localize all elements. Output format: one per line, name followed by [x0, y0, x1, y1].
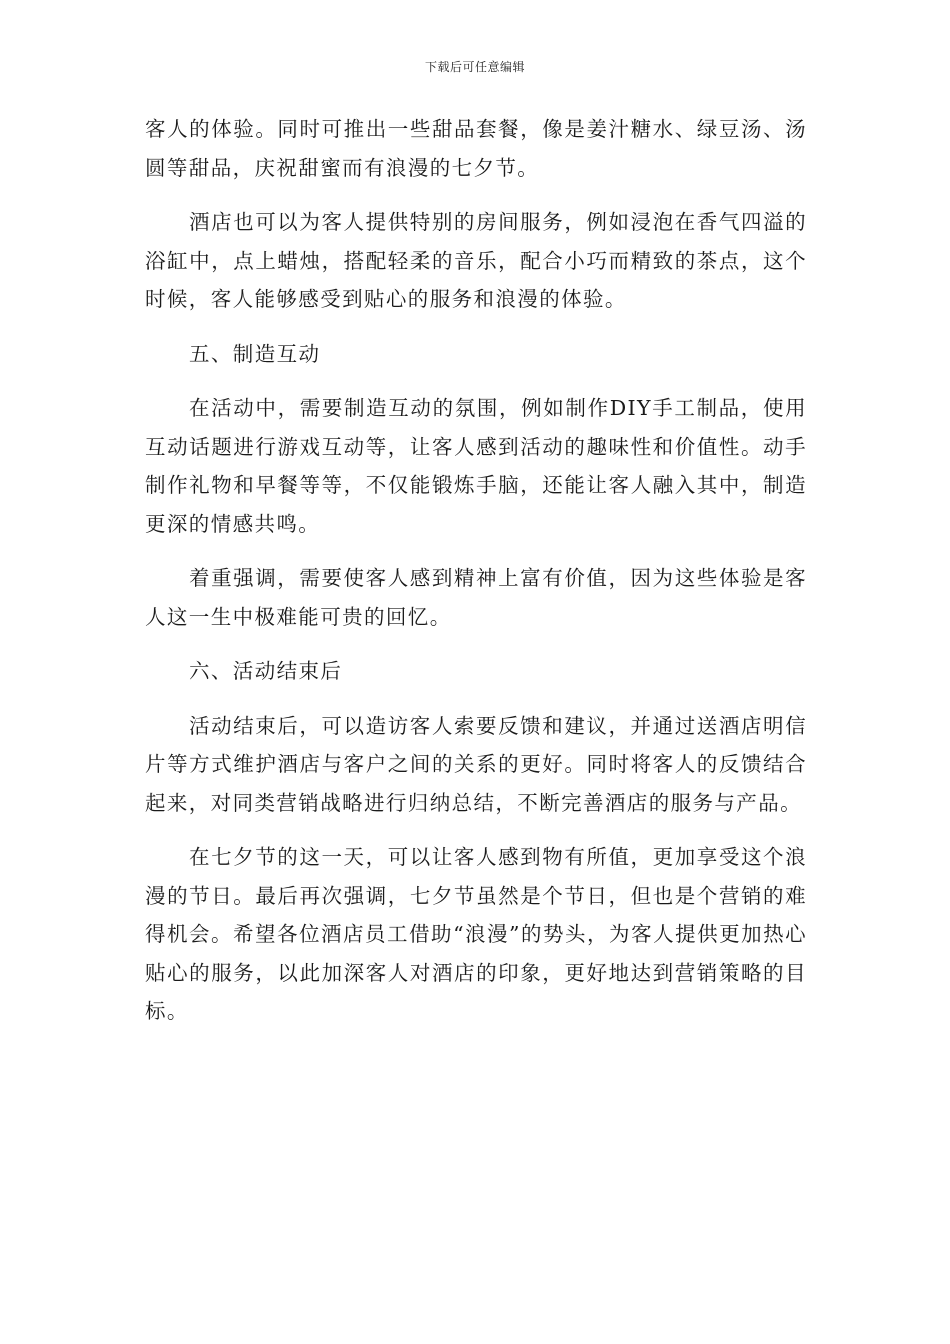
section-heading-interaction: 五、制造互动	[189, 341, 321, 366]
paragraph-interaction: 在活动中，需要制造互动的氛围，例如制作DIY手工制品，使用互动话题进行游戏互动等，让客人感到活动的趣味性和价值性。动手制作礼物和早餐等等，不仅能锻炼手脑，还能让客人融入其中，制造更深的情感共鸣。	[145, 396, 807, 536]
document-body	[145, 110, 807, 1047]
paragraph-dessert-set: 客人的体验。同时可推出一些甜品套餐，像是姜汁糖水、绿豆汤、汤圆等甜品，庆祝甜蜜而有浪漫的七夕节。	[145, 117, 807, 180]
paragraph-emphasis: 着重强调，需要使客人感到精神上富有价值，因为这些体验是客人这一生中极难能可贵的回忆。	[145, 566, 807, 629]
paragraph-conclusion: 在七夕节的这一天，可以让客人感到物有所值，更加享受这个浪漫的节日。最后再次强调，七夕节虽然是个节日，但也是个营销的难得机会。希望各位酒店员工借助“浪漫”的势头，为客人提供更加热心贴心的服务，以此加深客人对酒店的印象，更好地达到营销策略的目标。	[145, 845, 807, 1023]
paragraph-after-event: 活动结束后，可以造访客人索要反馈和建议，并通过送酒店明信片等方式维护酒店与客户之间的关系的更好。同时将客人的反馈结合起来，对同类营销战略进行归纳总结，不断完善酒店的服务与产品。	[145, 713, 807, 815]
page-header: 下载后可任意编辑	[424, 60, 525, 74]
section-heading-after-event: 六、活动结束后	[189, 659, 343, 683]
paragraph-room-service: 酒店也可以为客人提供特别的房间服务，例如浸泡在香气四溢的浴缸中，点上蜡烛，搭配轻柔的音乐，配合小巧而精致的茶点，这个时候，客人能够感受到贴心的服务和浪漫的体验。	[145, 210, 807, 311]
